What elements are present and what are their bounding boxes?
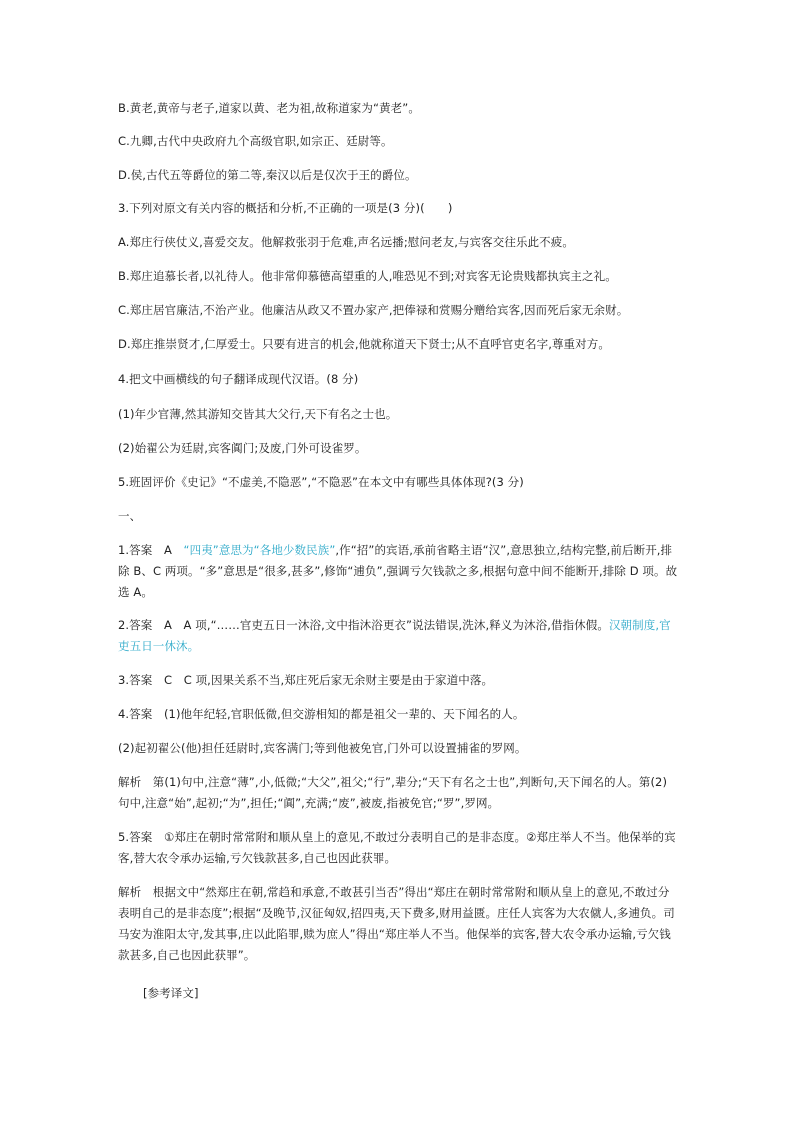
reference-translation-heading xyxy=(143,983,703,1004)
analysis-5 xyxy=(118,882,678,966)
text-run: 解析 根据文中“然郑庄在朝,常趋和承意,不敢甚引当否”得出“郑庄在朝时常常附和顺从皇上的意见,不敢过分表明自己的是非态度”;根据“及晚节,汉征匈奴,招四夷,天下费多,财用益匮。庄任人宾客为大农僦人,多逋负。司马安为淮阳太守,发其事,庄以此陷罪,赎为庶人”得出“郑庄举人不当。他保举的宾客,替大农令承办运输,亏欠钱款甚多,自己也因此获罪”。 xyxy=(118,885,675,962)
section-one-heading xyxy=(118,506,678,527)
analysis-4 xyxy=(118,772,678,814)
answer-1 xyxy=(118,540,678,603)
question-4 xyxy=(118,369,678,390)
text-run: D.侯,古代五等爵位的第二等,秦汉以后是仅次于王的爵位。 xyxy=(118,168,417,182)
answer-3 xyxy=(118,670,678,691)
answer-5 xyxy=(118,827,678,869)
text-run: B.郑庄追慕长者,以礼待人。他非常仰慕德高望重的人,唯恐见不到;对宾客无论贵贱都执宾主之礼。 xyxy=(118,269,617,283)
answer-4-part-2 xyxy=(118,738,678,759)
q4-sentence-2 xyxy=(118,438,678,459)
option-b-huanglao xyxy=(118,98,678,119)
text-run: 3.下列对原文有关内容的概括和分析,不正确的一项是(3 分)( ) xyxy=(118,201,453,215)
highlighted-text: 汉朝制度,官吏五日一休沐。 xyxy=(118,618,671,653)
text-run: D.郑庄推崇贤才,仁厚爱士。只要有进言的机会,他就称道天下贤士;从不直呼官吏名字,尊重对方。 xyxy=(118,337,610,351)
text-run: 4.把文中画横线的句子翻译成现代汉语。(8 分) xyxy=(118,372,359,386)
highlighted-text: “四夷”意思为“各地少数民族” xyxy=(183,543,336,557)
q3-option-c xyxy=(118,300,678,321)
text-run: [参考译文] xyxy=(143,986,199,1000)
text-run: ,作“招”的宾语,承前省略主语“汉”,意思独立,结构完整,前后断开,排除 B、C 两项。“多”意思是“很多,甚多”,修饰“逋负”,强调亏欠钱款之多,根据句意中间不能断开,排除 D 项。故选 A。 xyxy=(118,543,678,599)
answer-4 xyxy=(118,704,678,725)
text-run: C.九卿,古代中央政府九个高级官职,如宗正、廷尉等。 xyxy=(118,134,393,148)
text-run: 一、 xyxy=(118,509,142,523)
q4-sentence-1 xyxy=(118,404,678,425)
option-c-jiuqing xyxy=(118,131,678,152)
text-run: 解析 第(1)句中,注意“薄”,小,低微;“大父”,祖父;“行”,辈分;“天下有名之士也”,判断句,天下闻名的人。第(2)句中,注意“始”,起初;“为”,担任;“阗”,充满;“废”,被废,指被免官;“罗”,罗网。 xyxy=(118,775,668,810)
text-run: 5.班固评价《史记》“不虚美,不隐恶”,“不隐恶”在本文中有哪些具体体现?(3 分) xyxy=(118,475,524,489)
q3-option-b xyxy=(118,266,678,287)
text-run: 5.答案 ①郑庄在朝时常常附和顺从皇上的意见,不敢过分表明自己的是非态度。②郑庄举人不当。他保举的宾客,替大农令承办运输,亏欠钱款甚多,自己也因此获罪。 xyxy=(118,830,676,865)
text-run: B.黄老,黄帝与老子,道家以黄、老为祖,故称道家为“黄老”。 xyxy=(118,101,420,115)
q3-option-a xyxy=(118,232,678,253)
text-run: 1.答案 A xyxy=(118,543,184,557)
text-run: A.郑庄行侠仗义,喜爱交友。他解救张羽于危难,声名远播;慰问老友,与宾客交往乐此不疲。 xyxy=(118,235,574,249)
option-d-hou xyxy=(118,165,678,186)
text-run: 2.答案 A A 项,“……官吏五日一沐浴,文中指沐浴更衣”说法错误,洗沐,释义为沐浴,借指休假。 xyxy=(118,618,609,632)
text-run: 3.答案 C C 项,因果关系不当,郑庄死后家无余财主要是由于家道中落。 xyxy=(118,673,494,687)
text-run: (2)起初翟公(他)担任廷尉时,宾客满门;等到他被免官,门外可以设置捕雀的罗网。 xyxy=(118,741,527,755)
q3-option-d xyxy=(118,334,678,355)
question-3 xyxy=(118,198,678,219)
text-run: (1)年少官薄,然其游知交皆其大父行,天下有名之士也。 xyxy=(118,407,398,421)
text-run: C.郑庄居官廉洁,不治产业。他廉洁从政又不置办家产,把俸禄和赏赐分赠给宾客,因而死后家无余财。 xyxy=(118,303,629,317)
text-run: 4.答案 (1)他年纪轻,官职低微,但交游相知的都是祖父一辈的、天下闻名的人。 xyxy=(118,707,525,721)
question-5 xyxy=(118,472,678,493)
text-run: (2)始翟公为廷尉,宾客阗门;及废,门外可设雀罗。 xyxy=(118,441,367,455)
answer-2 xyxy=(118,615,678,657)
